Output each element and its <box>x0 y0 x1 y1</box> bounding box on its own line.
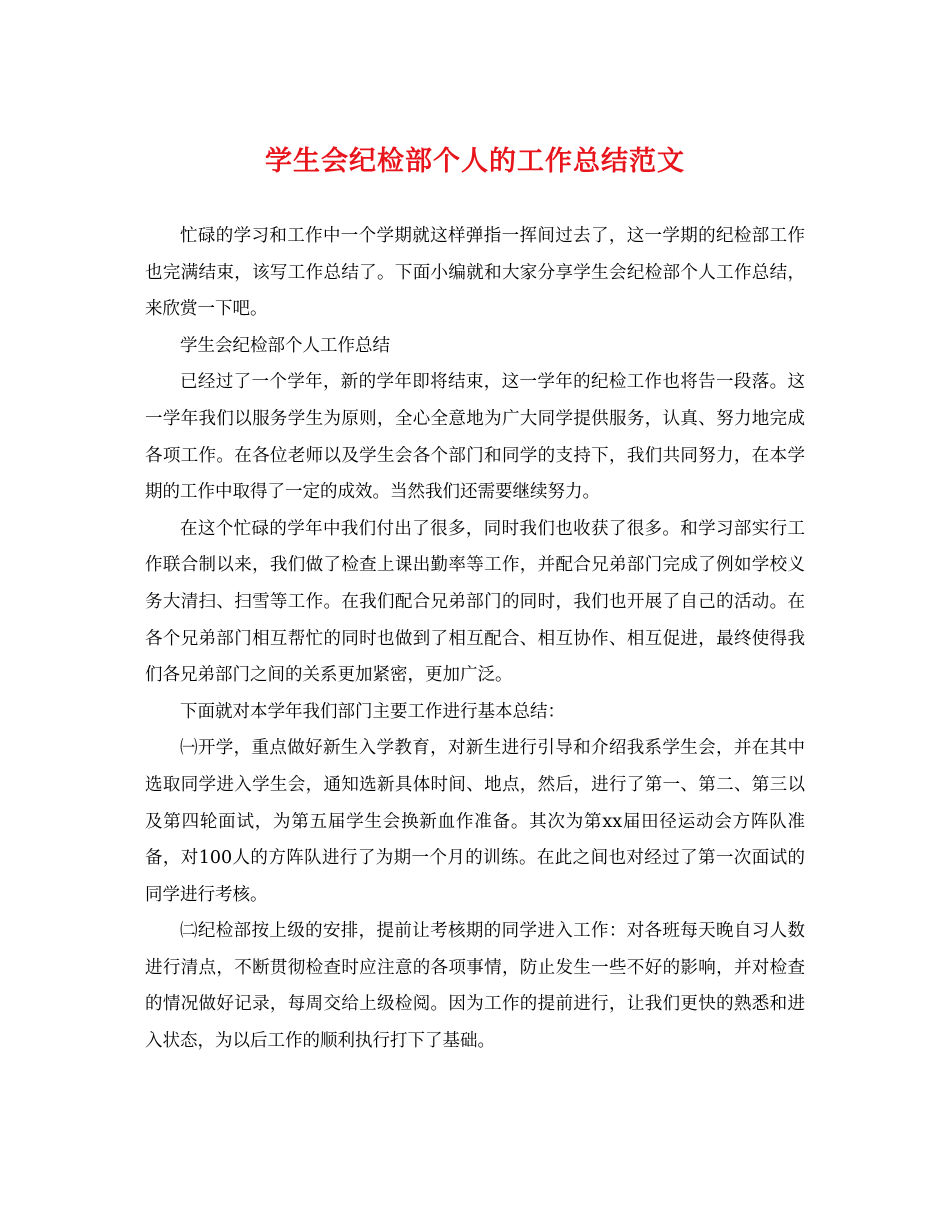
paragraph-overview: 已经过了一个学年，新的学年即将结束，这一学年的纪检工作也将告一段落。这一学年我们以服务学生为原则，全心全意地为广大同学提供服务，认真、努力地完成各项工作。在各位老师以及学生会各个部门和同学的支持下，我们共同努力，在本学期的工作中取得了一定的成效。当然我们还需要继续努力。 <box>145 372 805 503</box>
paragraph-intro: 忙碌的学习和工作中一个学期就这样弹指一挥间过去了，这一学期的纪检部工作也完满结束，该写工作总结了。下面小编就和大家分享学生会纪检部个人工作总结，来欣赏一下吧。 <box>145 226 805 320</box>
paragraph-item-2: ㈡纪检部按上级的安排，提前让考核期的同学进入工作：对各班每天晚自习人数进行清点，不断贯彻检查时应注意的各项事情，防止发生一些不好的影响，并对检查的情况做好记录，每周交给上级检阅。因为工作的提前进行，让我们更快的熟悉和进入状态，为以后工作的顺利执行打下了基础。 <box>145 921 805 1052</box>
paragraph-activities: 在这个忙碌的学年中我们付出了很多，同时我们也收获了很多。和学习部实行工作联合制以来，我们做了检查上课出勤率等工作，并配合兄弟部门完成了例如学校义务大清扫、扫雪等工作。在我们配合兄弟部门的同时，我们也开展了自己的活动。在各个兄弟部门相互帮忙的同时也做到了相互配合、相互协作、相互促进，最终使得我们各兄弟部门之间的关系更加紧密，更加广泛。 <box>145 518 805 686</box>
paragraph-summary-intro: 下面就对本学年我们部门主要工作进行基本总结： <box>180 701 565 722</box>
document-body <box>145 218 805 1060</box>
paragraph-subheading: 学生会纪检部个人工作总结 <box>180 335 390 356</box>
document-title: 学生会纪检部个人的工作总结范文 <box>265 146 685 177</box>
paragraph-item-1: ㈠开学，重点做好新生入学教育，对新生进行引导和介绍我系学生会，并在其中选取同学进入学生会，通知选新具体时间、地点，然后，进行了第一、第二、第三以及第四轮面试，为第五届学生会换新血作准备。其次为第xx届田径运动会方阵队准备，对100人的方阵队进行了为期一个月的训练。在此之间也对经过了第一次面试的同学进行考核。 <box>145 738 805 905</box>
